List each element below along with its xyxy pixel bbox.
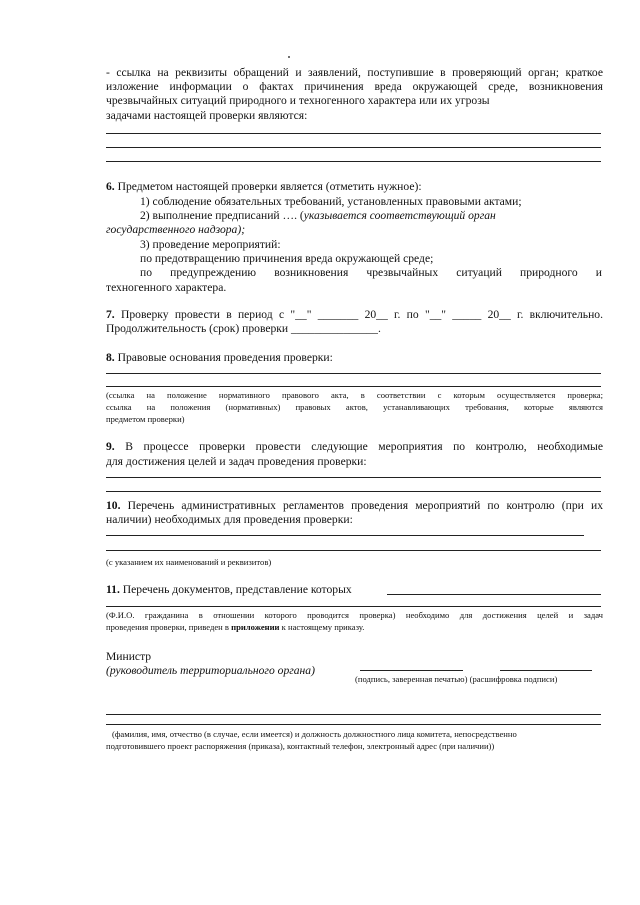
intro-line-2: изложение информации о фактах причинения вреда окружающей среде, возникновения: [106, 80, 603, 93]
section-7-duration: Продолжительность (срок) проверки _______________.: [106, 322, 381, 335]
section-11-title: [106, 583, 352, 597]
preparer-note-2: подготовившего проект распоряжения (приказа), контактный телефон, электронный адрес (при наличии)): [106, 741, 495, 751]
section-11-fill-inline: [387, 594, 601, 595]
section-10-number: 10.: [106, 499, 121, 512]
section-10-fill-2: [106, 550, 601, 551]
section-11-fill: [106, 606, 601, 607]
section-9-fill-1: [106, 477, 601, 478]
scan-speck: [288, 56, 290, 58]
section-6-item-3a: по предотвращению причинения вреда окружающей среде;: [140, 252, 434, 265]
section-9-line-1: [106, 440, 603, 454]
section-7-number: 7.: [106, 308, 115, 321]
signature-line: [360, 670, 463, 671]
section-11-note-2-end: к настоящему приказу.: [279, 622, 365, 632]
section-6-title: [106, 180, 422, 194]
section-11-note-2-text: проведения проверки, приведен в: [106, 622, 232, 632]
preparer-line-1: [106, 714, 601, 715]
appendix-word: приложении: [231, 622, 280, 632]
section-6-item-2-text: 2) выполнение предписаний …. (: [140, 209, 304, 222]
tasks-line-3: [106, 161, 601, 162]
section-8-line-1: [106, 373, 601, 374]
tasks-line-1: [106, 133, 601, 134]
section-7-period: [106, 308, 603, 322]
section-8-title: [106, 351, 333, 365]
section-10-note: (с указанием их наименований и реквизитов): [106, 557, 272, 567]
section-9-number: 9.: [106, 440, 115, 453]
section-7-text: Проверку провести в период с "__" _______ 20__ г. по "__" _____ 20__ г. включительно.: [114, 308, 603, 321]
section-6-item-3c: техногенного характера.: [106, 281, 227, 294]
section-6-item-2-italic: указывается соответствующий орган: [303, 209, 496, 222]
section-10-text: Перечень административных регламентов проведения мероприятий по контролю (при их: [120, 499, 603, 512]
section-8-note-2: ссылка на положения (нормативных) правовых актов, устанавливающих требования, которые являются: [106, 402, 603, 412]
intro-line-1: - ссылка на реквизиты обращений и заявлений, поступившие в проверяющий орган; краткое: [106, 66, 603, 79]
section-8-note-3: предметом проверки): [106, 414, 185, 424]
preparer-note-1: (фамилия, имя, отчество (в случае, если имеется) и должность должностного лица комитета, непосредственно: [112, 729, 517, 739]
section-6-item-3: 3) проведение мероприятий:: [140, 238, 281, 251]
section-8-text: Правовые основания проведения проверки:: [114, 351, 333, 364]
section-11-number: 11.: [106, 583, 120, 596]
section-10-fill-1: [106, 535, 584, 536]
section-6-number: 6.: [106, 180, 115, 193]
section-6-item-1: 1) соблюдение обязательных требований, установленных правовыми актами;: [140, 195, 522, 208]
section-11-note-2: [106, 622, 364, 633]
section-11-note-1: (Ф.И.О. гражданина в отношении которого проводится проверка) необходимо для достижения целей и задач: [106, 610, 603, 620]
section-6-item-3b: по предупреждению возникновения чрезвычайных ситуаций природного и: [140, 266, 602, 279]
tasks-line-2: [106, 147, 601, 148]
signature-caption: (подпись, заверенная печатью) (расшифровка подписи): [355, 674, 558, 684]
section-6-item-2: [140, 209, 496, 223]
section-6-item-2-cont: государственного надзора);: [106, 223, 246, 236]
section-9-line-2: для достижения целей и задач проведения проверки:: [106, 455, 367, 468]
section-10-line-2: наличии) необходимых для проведения проверки:: [106, 513, 353, 526]
minister-title: Министр: [106, 650, 152, 663]
signature-decode-line: [500, 670, 592, 671]
section-6-text: Предметом настоящей проверки является (отметить нужное):: [114, 180, 422, 193]
section-8-line-2: [106, 386, 601, 387]
preparer-line-2: [106, 724, 601, 725]
section-11-text: Перечень документов, представление которых: [119, 583, 352, 596]
intro-line-3: чрезвычайных ситуаций природного и техногенного характера или их угрозы: [106, 94, 490, 107]
territorial-head-title: (руководитель территориального органа): [106, 664, 315, 677]
intro-line-4: задачами настоящей проверки являются:: [106, 109, 308, 122]
section-10-line-1: [106, 499, 603, 513]
section-8-note-1: (ссылка на положение нормативного правового акта, в соответствии с которым осуществляется проверка;: [106, 390, 603, 400]
section-8-number: 8.: [106, 351, 115, 364]
section-9-text: В процессе проверки провести следующие мероприятия по контролю, необходимые: [114, 440, 603, 453]
section-9-fill-2: [106, 491, 601, 492]
